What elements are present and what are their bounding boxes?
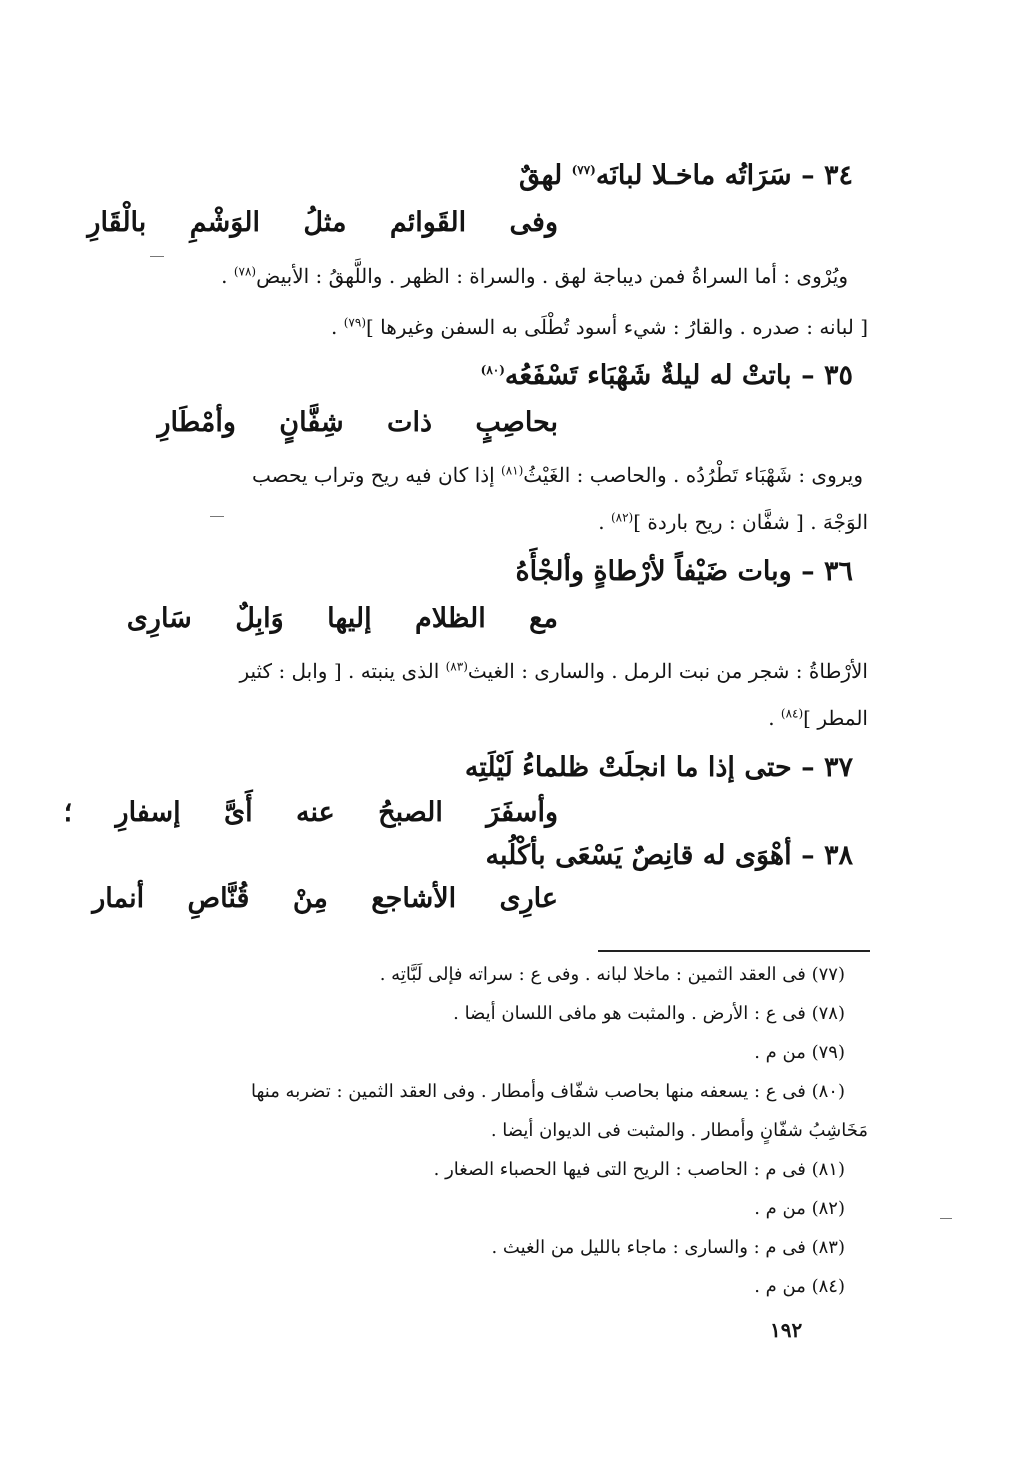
footnote-ref: (٨٠) xyxy=(480,363,505,377)
verse-35-line2: بحاصِبٍ ذات شِفَّانٍ وأمْطَارِ xyxy=(157,407,558,438)
footnote-82: (٨٢) من م . xyxy=(754,1198,845,1219)
page-number: ١٩٢ xyxy=(770,1318,803,1342)
verse-34-line2: وفى القَوائم مثلُ الوَشْمِ بالْقَارِ xyxy=(87,207,558,238)
footnote-80: (٨٠) فى ع : يسعفه منها بحاصب شفّاف وأمطار . وفى العقد الثمين : تضربه منها xyxy=(250,1081,845,1102)
verse-38-line2: عارِى الأشاجع مِنْ قُنَّاصِ أنمار xyxy=(92,883,558,914)
footnote-ref: (٨٢) xyxy=(610,510,634,525)
verse-text: باتتْ له ليلةٌ شَهْبَاء تَسْفَعُه xyxy=(504,360,792,391)
footnote-80-continued: مَخَاشِبُ شفّانٍ وأمطار . والمثبت فى الديوان أيضا . xyxy=(490,1120,868,1141)
verse-37-line1 xyxy=(465,752,853,783)
footnote-79: (٧٩) من م . xyxy=(754,1042,845,1063)
footnote-ref: (٨١) xyxy=(501,463,524,478)
verse-text: حتى إذا ما انجلَتْ ظلماءُ لَيْلَتِه xyxy=(464,752,792,783)
footnote-ref: (٨٣) xyxy=(445,659,468,674)
footnote-ref: (٧٨) xyxy=(233,264,257,279)
footnote-ref: (٨٤) xyxy=(780,706,804,721)
commentary-36-line2: المطر ]$^{(٨٤)}$ . xyxy=(768,706,868,730)
footnote-84: (٨٤) من م . xyxy=(754,1276,845,1297)
verse-35-line1 xyxy=(481,360,853,391)
commentary-34-line2: [ لبانه : صدره . والقارُ : شيء أسود تُطْلَى به السفن وغيرها ]$^{(٧٩)}$ . xyxy=(331,315,868,339)
verse-number: ٣٧ – xyxy=(801,752,853,783)
verse-36-line2: مع الظلام إليها وَابِلٌ سَارِى xyxy=(126,603,558,634)
footnote-separator xyxy=(598,950,870,952)
verse-number: ٣٦ – xyxy=(801,556,853,587)
footnote-78: (٧٨) فى ع : الأرض . والمثبت هو مافى اللسان أيضا . xyxy=(453,1003,845,1024)
verse-text: أهْوَى له قانِصٌ يَسْعَى بأكْلُبه xyxy=(485,840,792,871)
verse-34-line1 xyxy=(519,160,853,191)
commentary-34-line1: ويُرْوى : أما السراةُ فمن ديباجة لهق . والسراة : الظهر . واللَّهقُ : الأبيض$^{(٧٨)}$ . xyxy=(221,264,848,288)
verse-number: ٣٤ – xyxy=(801,160,853,191)
footnote-77: (٧٧) فى العقد الثمين : ماخلا لبانه . وفى ع : سراته فإلى لَبَّاتِه . xyxy=(379,964,845,985)
scan-mark xyxy=(150,256,164,257)
footnote-81: (٨١) فى م : الحاصب : الريح التى فيها الحصباء الصغار . xyxy=(433,1159,845,1180)
commentary-35-line2: الوَجْهَ . [ شفَّان : ريح باردة ]$^{(٨٢)}$ . xyxy=(598,510,868,534)
footnote-83: (٨٣) فى م : والسارى : ماجاء بالليل من الغيث . xyxy=(491,1237,845,1258)
scan-mark xyxy=(940,1218,952,1219)
verse-number: ٣٨ – xyxy=(801,840,853,871)
verse-37-line2: وأسفَرَ الصبحُ عنه أَىَّ إسفارِ ؛ xyxy=(63,797,558,828)
commentary-35-line1: ويروى : شَهْبَاء تَطْرُدُه . والحاصب : الغَيْثُ$^{(٨١)}$ إذا كان فيه ريح وتراب يحصب xyxy=(251,463,863,487)
scan-mark xyxy=(210,516,224,517)
verse-text: لهقٌ xyxy=(518,160,563,191)
verse-text: وبات ضَيْفاً لأرْطاةٍ وألجْأَهُ xyxy=(515,556,792,587)
commentary-36-line1: الأرْطاةُ : شجر من نبت الرمل . والسارى : الغيث$^{(٨٣)}$ الذى ينبته . [ وابل : كثير xyxy=(239,659,868,683)
footnote-ref: (٧٩) xyxy=(343,315,366,330)
footnote-ref: (٧٧) xyxy=(571,163,596,177)
verse-36-line1 xyxy=(515,556,853,587)
verse-38-line1 xyxy=(486,840,853,871)
verse-number: ٣٥ – xyxy=(801,360,853,391)
verse-text: سَرَاتُه ماخـلا لبانَه xyxy=(595,160,792,191)
